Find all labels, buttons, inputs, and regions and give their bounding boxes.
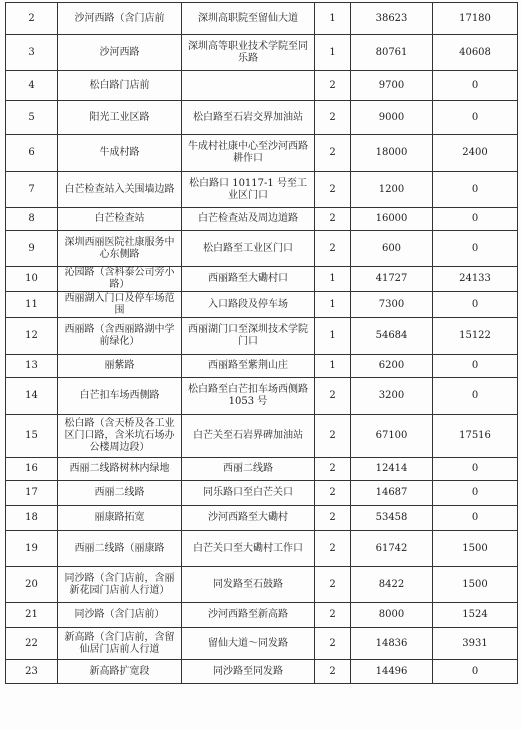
row-number-cell: 13 bbox=[6, 355, 58, 378]
table-row bbox=[6, 292, 518, 318]
table-row bbox=[6, 3, 518, 35]
road-name-cell: 松白路（含天桥及各工业区门口路，含米坑石场办公楼周边段） bbox=[58, 415, 182, 458]
row-number-cell: 18 bbox=[6, 506, 58, 531]
road-name-cell: 松白路门店前 bbox=[58, 71, 182, 101]
road-type-cell: 2 bbox=[315, 135, 351, 172]
road-type-cell: 2 bbox=[315, 506, 351, 531]
extra-value-cell: 0 bbox=[433, 378, 518, 415]
row-number-cell: 8 bbox=[6, 208, 58, 231]
extra-value-cell: 0 bbox=[433, 458, 518, 481]
road-type-cell: 1 bbox=[315, 35, 351, 71]
road-type-cell: 2 bbox=[315, 378, 351, 415]
row-number-cell: 19 bbox=[6, 531, 58, 567]
road-segment-cell: 沙河西路至大磡村 bbox=[182, 506, 315, 531]
extra-value-cell: 1524 bbox=[433, 603, 518, 628]
road-name-cell: 沁园路（含科泰公司旁小路） bbox=[58, 267, 182, 292]
road-name-cell: 牛成村路 bbox=[58, 135, 182, 172]
road-type-cell: 2 bbox=[315, 208, 351, 231]
table-row bbox=[6, 628, 518, 660]
extra-value-cell: 0 bbox=[433, 660, 518, 684]
road-segment-cell: 松白路口 10117-1 号至工业区门口 bbox=[182, 172, 315, 208]
road-name-cell: 阳光工业区路 bbox=[58, 101, 182, 135]
road-name-cell: 同沙路（含门店前，含丽新花园门店前人行道） bbox=[58, 567, 182, 603]
road-type-cell: 2 bbox=[315, 660, 351, 684]
area-value-cell: 16000 bbox=[351, 208, 433, 231]
table-row bbox=[6, 101, 518, 135]
area-value-cell: 41727 bbox=[351, 267, 433, 292]
road-name-cell: 白芒检查站 bbox=[58, 208, 182, 231]
row-number-cell: 6 bbox=[6, 135, 58, 172]
road-name-cell: 丽康路拓宽 bbox=[58, 506, 182, 531]
extra-value-cell: 0 bbox=[433, 506, 518, 531]
road-segment-cell: 西丽路至紫荆山庄 bbox=[182, 355, 315, 378]
extra-value-cell: 0 bbox=[433, 292, 518, 318]
road-segment-cell: 深圳高职院至留仙大道 bbox=[182, 3, 315, 35]
area-value-cell: 9700 bbox=[351, 71, 433, 101]
road-type-cell: 1 bbox=[315, 355, 351, 378]
row-number-cell: 10 bbox=[6, 267, 58, 292]
row-number-cell: 21 bbox=[6, 603, 58, 628]
road-type-cell: 2 bbox=[315, 567, 351, 603]
area-value-cell: 18000 bbox=[351, 135, 433, 172]
road-name-cell: 西丽二线路树林内绿地 bbox=[58, 458, 182, 481]
road-segment-cell: 同乐路口至白芒关口 bbox=[182, 481, 315, 506]
road-segment-cell: 西丽湖门口至深圳技术学院门口 bbox=[182, 318, 315, 355]
extra-value-cell: 40608 bbox=[433, 35, 518, 71]
road-segment-cell: 松白路至白芒扣车场西侧路 1053 号 bbox=[182, 378, 315, 415]
table-row bbox=[6, 318, 518, 355]
table-row bbox=[6, 231, 518, 267]
row-number-cell: 22 bbox=[6, 628, 58, 660]
road-type-cell: 2 bbox=[315, 603, 351, 628]
row-number-cell: 9 bbox=[6, 231, 58, 267]
area-value-cell: 14687 bbox=[351, 481, 433, 506]
row-number-cell: 16 bbox=[6, 458, 58, 481]
area-value-cell: 3200 bbox=[351, 378, 433, 415]
table-row bbox=[6, 35, 518, 71]
extra-value-cell: 0 bbox=[433, 71, 518, 101]
table-row bbox=[6, 481, 518, 506]
road-type-cell: 2 bbox=[315, 415, 351, 458]
extra-value-cell: 0 bbox=[433, 172, 518, 208]
road-maintenance-table bbox=[5, 2, 518, 684]
extra-value-cell: 24133 bbox=[433, 267, 518, 292]
road-name-cell: 沙河西路 bbox=[58, 35, 182, 71]
extra-value-cell: 0 bbox=[433, 355, 518, 378]
table-row bbox=[6, 172, 518, 208]
row-number-cell: 4 bbox=[6, 71, 58, 101]
table-row bbox=[6, 415, 518, 458]
road-type-cell: 2 bbox=[315, 628, 351, 660]
road-type-cell: 1 bbox=[315, 3, 351, 35]
table-row bbox=[6, 506, 518, 531]
table-row bbox=[6, 135, 518, 172]
road-name-cell: 西丽二线路（丽康路 bbox=[58, 531, 182, 567]
road-segment-cell: 松白路至石岩交界加油站 bbox=[182, 101, 315, 135]
road-type-cell: 2 bbox=[315, 458, 351, 481]
table-row bbox=[6, 458, 518, 481]
row-number-cell: 3 bbox=[6, 35, 58, 71]
extra-value-cell: 0 bbox=[433, 231, 518, 267]
table-row bbox=[6, 660, 518, 684]
area-value-cell: 38623 bbox=[351, 3, 433, 35]
area-value-cell: 7300 bbox=[351, 292, 433, 318]
area-value-cell: 8422 bbox=[351, 567, 433, 603]
row-number-cell: 12 bbox=[6, 318, 58, 355]
road-segment-cell: 深圳高等职业技术学院至同乐路 bbox=[182, 35, 315, 71]
area-value-cell: 8000 bbox=[351, 603, 433, 628]
road-type-cell: 1 bbox=[315, 292, 351, 318]
road-segment-cell bbox=[182, 71, 315, 101]
table-row bbox=[6, 378, 518, 415]
road-name-cell: 同沙路（含门店前） bbox=[58, 603, 182, 628]
road-name-cell: 新高路扩宽段 bbox=[58, 660, 182, 684]
road-segment-cell: 入口路段及停车场 bbox=[182, 292, 315, 318]
extra-value-cell: 1500 bbox=[433, 531, 518, 567]
road-name-cell: 西丽路（含西丽路湖中学前绿化） bbox=[58, 318, 182, 355]
row-number-cell: 14 bbox=[6, 378, 58, 415]
table-row bbox=[6, 603, 518, 628]
extra-value-cell: 0 bbox=[433, 208, 518, 231]
road-name-cell: 深圳西丽医院社康服务中心东侧路 bbox=[58, 231, 182, 267]
road-name-cell: 丽紫路 bbox=[58, 355, 182, 378]
extra-value-cell: 0 bbox=[433, 481, 518, 506]
row-number-cell: 20 bbox=[6, 567, 58, 603]
extra-value-cell: 3931 bbox=[433, 628, 518, 660]
road-type-cell: 2 bbox=[315, 172, 351, 208]
extra-value-cell: 2400 bbox=[433, 135, 518, 172]
table-row bbox=[6, 567, 518, 603]
area-value-cell: 14496 bbox=[351, 660, 433, 684]
area-value-cell: 1200 bbox=[351, 172, 433, 208]
area-value-cell: 53458 bbox=[351, 506, 433, 531]
road-type-cell: 1 bbox=[315, 267, 351, 292]
row-number-cell: 7 bbox=[6, 172, 58, 208]
row-number-cell: 15 bbox=[6, 415, 58, 458]
area-value-cell: 80761 bbox=[351, 35, 433, 71]
area-value-cell: 6200 bbox=[351, 355, 433, 378]
table-row bbox=[6, 71, 518, 101]
row-number-cell: 23 bbox=[6, 660, 58, 684]
road-name-cell: 白芒检查站入关围墙边路 bbox=[58, 172, 182, 208]
road-name-cell: 西丽湖入门口及停车场范围 bbox=[58, 292, 182, 318]
extra-value-cell: 1500 bbox=[433, 567, 518, 603]
road-segment-cell: 留仙大道～同发路 bbox=[182, 628, 315, 660]
extra-value-cell: 0 bbox=[433, 101, 518, 135]
area-value-cell: 9000 bbox=[351, 101, 433, 135]
row-number-cell: 17 bbox=[6, 481, 58, 506]
area-value-cell: 67100 bbox=[351, 415, 433, 458]
road-type-cell: 1 bbox=[315, 318, 351, 355]
extra-value-cell: 17516 bbox=[433, 415, 518, 458]
area-value-cell: 14836 bbox=[351, 628, 433, 660]
road-segment-cell: 白芒关口至大磡村工作口 bbox=[182, 531, 315, 567]
road-segment-cell: 沙河西路至新高路 bbox=[182, 603, 315, 628]
road-type-cell: 2 bbox=[315, 231, 351, 267]
road-segment-cell: 西丽路至大磡村口 bbox=[182, 267, 315, 292]
road-segment-cell: 白芒关至石岩界碑加油站 bbox=[182, 415, 315, 458]
road-segment-cell: 同发路至石鼓路 bbox=[182, 567, 315, 603]
area-value-cell: 12414 bbox=[351, 458, 433, 481]
road-segment-cell: 白芒检查站及周边道路 bbox=[182, 208, 315, 231]
table-row bbox=[6, 267, 518, 292]
row-number-cell: 11 bbox=[6, 292, 58, 318]
extra-value-cell: 15122 bbox=[433, 318, 518, 355]
road-type-cell: 2 bbox=[315, 101, 351, 135]
road-segment-cell: 松白路至工业区门口 bbox=[182, 231, 315, 267]
road-segment-cell: 西丽二线路 bbox=[182, 458, 315, 481]
road-type-cell: 2 bbox=[315, 481, 351, 506]
row-number-cell: 2 bbox=[6, 3, 58, 35]
area-value-cell: 61742 bbox=[351, 531, 433, 567]
table-row bbox=[6, 531, 518, 567]
table-row bbox=[6, 355, 518, 378]
area-value-cell: 600 bbox=[351, 231, 433, 267]
road-name-cell: 新高路（含门店前，含留仙居门店前人行道 bbox=[58, 628, 182, 660]
road-segment-cell: 同沙路至同发路 bbox=[182, 660, 315, 684]
road-name-cell: 西丽二线路 bbox=[58, 481, 182, 506]
table-body bbox=[6, 3, 518, 684]
row-number-cell: 5 bbox=[6, 101, 58, 135]
road-type-cell: 2 bbox=[315, 71, 351, 101]
road-name-cell: 白芒扣车场西侧路 bbox=[58, 378, 182, 415]
area-value-cell: 54684 bbox=[351, 318, 433, 355]
road-name-cell: 沙河西路（含门店前 bbox=[58, 3, 182, 35]
extra-value-cell: 17180 bbox=[433, 3, 518, 35]
road-type-cell: 2 bbox=[315, 531, 351, 567]
table-row bbox=[6, 208, 518, 231]
road-segment-cell: 牛成村社康中心至沙河西路耕作口 bbox=[182, 135, 315, 172]
